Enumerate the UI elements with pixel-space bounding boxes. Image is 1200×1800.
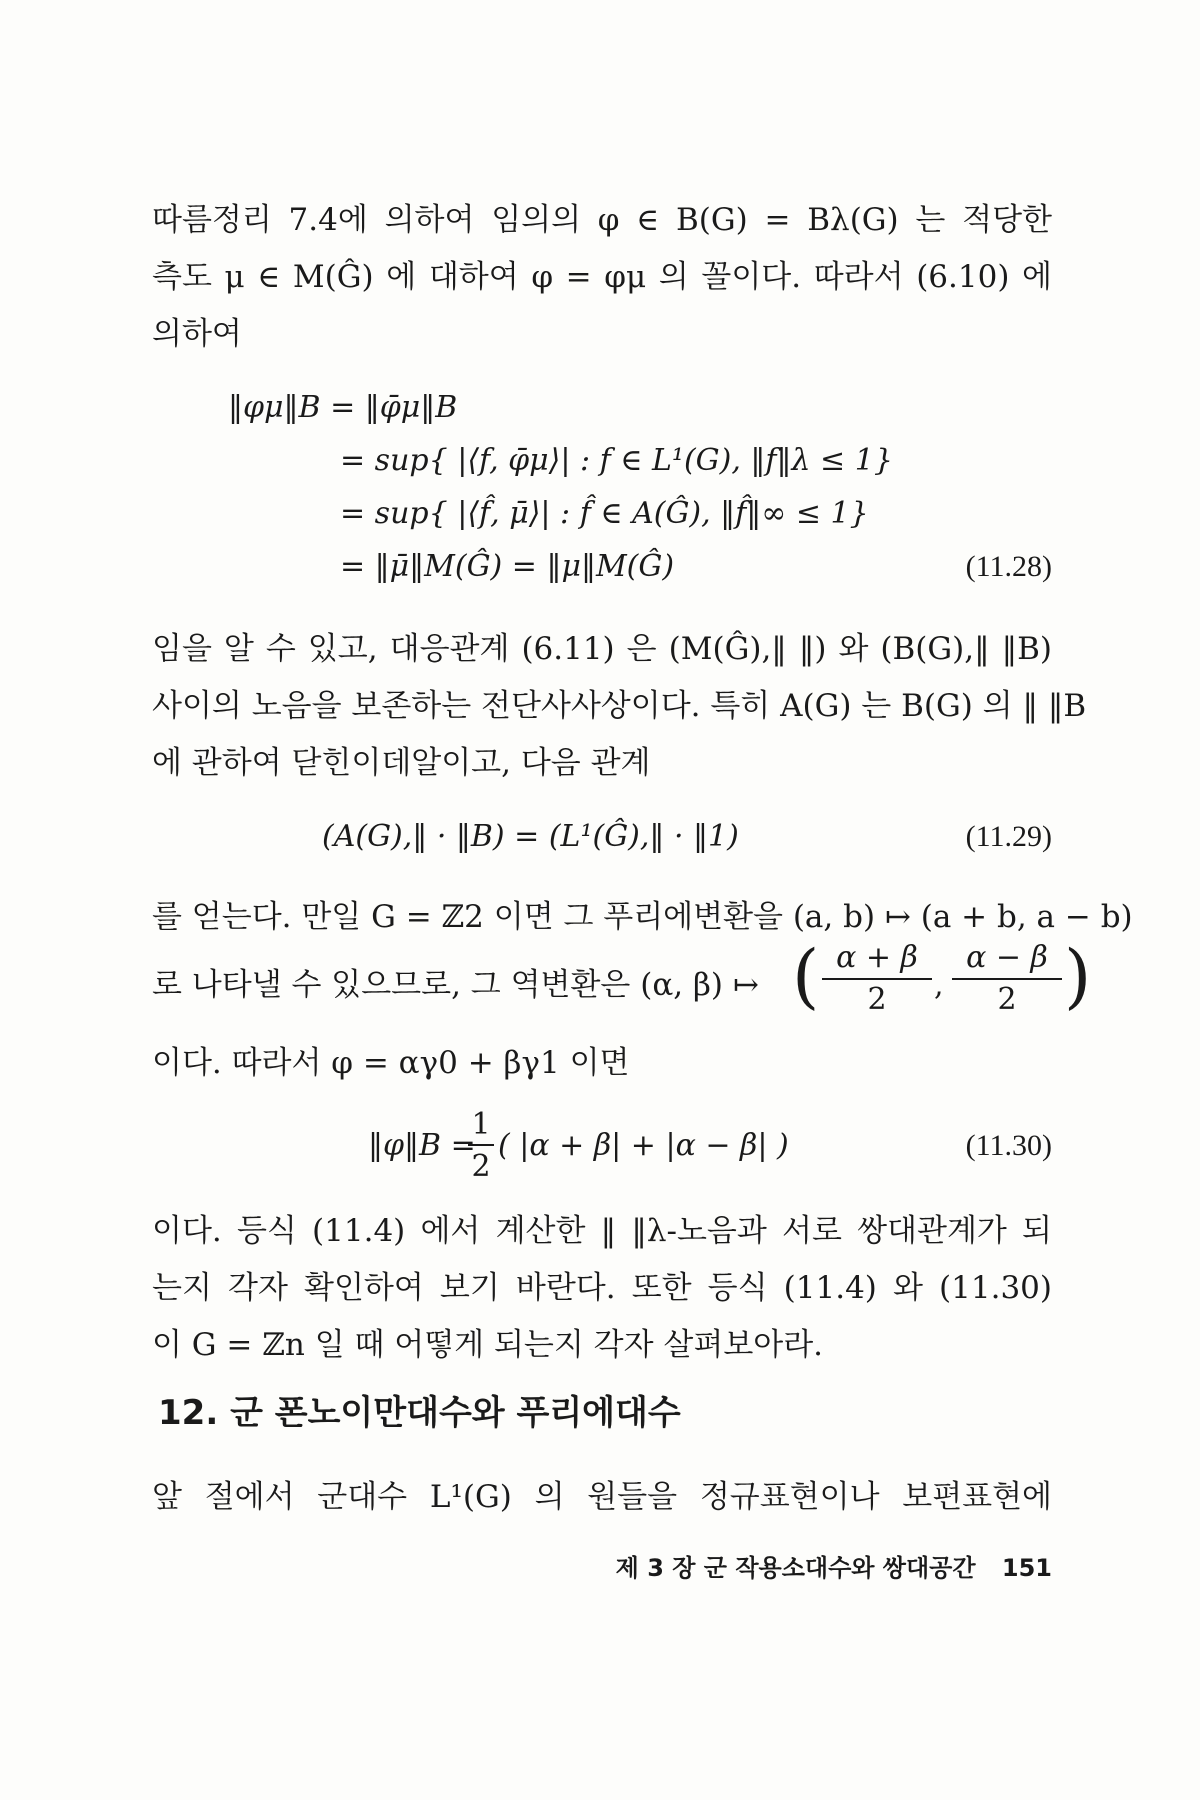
text-line: 는지 각자 확인하여 보기 바란다. 또한 등식 (11.4) 와 (11.30) [152,1270,1052,1306]
text-line: 사이의 노음을 보존하는 전단사사상이다. 특히 A(G) 는 B(G) 의 ‖ ‖B [152,688,1087,724]
text-line: 에 관하여 닫힌이데알이고, 다음 관계 [152,745,651,781]
equation-number: (11.29) [965,820,1052,853]
fraction-numerator: α + β [822,938,932,980]
text-line: 이 G = ℤn 일 때 어떻게 되는지 각자 살펴보아라. [152,1327,824,1363]
text-line: 이다. 등식 (11.4) 에서 계산한 ‖ ‖λ-노음과 서로 쌍대관계가 되 [152,1213,1052,1249]
page-number: 151 [1001,1554,1052,1582]
text-line: 의하여 [152,316,242,352]
equation-line: = ‖μ̄‖M(Ĝ) = ‖μ‖M(Ĝ) [340,549,675,584]
text-line: 임을 알 수 있고, 대응관계 (6.11) 은 (M(Ĝ),‖ ‖) 와 (B(G),‖ ‖B) [152,631,1052,667]
fraction-denominator: 2 [867,982,887,1017]
fraction-denominator: 2 [471,1149,491,1184]
equation-line: ‖φμ‖B = ‖φ̄μ‖B [228,390,458,425]
section-heading: 12. 군 폰노이만대수와 푸리에대수 [158,1393,681,1433]
chapter-title: 제 3 장 군 작용소대수와 쌍대공간 [615,1554,976,1582]
equation-line: = sup{ |⟨f̂, μ̄⟩| : f̂ ∈ A(Ĝ), ‖f̂‖∞ ≤ 1} [340,496,869,531]
text-line: 를 얻는다. 만일 G = ℤ2 이면 그 푸리에변환을 (a, b) ↦ (a + b, a − b) [152,899,1133,935]
fraction-denominator: 2 [997,982,1017,1017]
fraction-numerator: α − β [952,938,1062,980]
equation-line: = sup{ |⟨f, φ̄μ⟩| : f ∈ L¹(G), ‖f‖λ ≤ 1} [340,443,893,478]
equation-number: (11.30) [965,1129,1052,1162]
fraction-numerator: 1 [468,1106,494,1146]
page-footer [616,1550,1052,1586]
equation-lhs: ‖φ‖B = [368,1128,476,1163]
text-line: 측도 μ ∈ M(Ĝ) 에 대하여 φ = φμ 의 꼴이다. 따라서 (6.10) 에 [152,259,1052,295]
equation-number: (11.28) [965,550,1052,583]
text-line: 로 나타낼 수 있으므로, 그 역변환은 (α, β) ↦ [152,967,759,1003]
book-page: 따름정리 7.4에 의하여 임의의 φ ∈ B(G) = Bλ(G) 는 적당한 측도 μ ∈ M(Ĝ) 에 대하여 φ = φμ 의 꼴이다. 따라서 (6.10) 에 의하여 ‖φμ‖B = ‖φ̄μ‖B = sup{ |⟨f, φ̄μ⟩| : f ∈ L¹(G), ‖f‖λ ≤ 1} = sup{ |⟨f̂, μ̄⟩| : f̂ ∈ A(Ĝ), ‖f̂‖∞ ≤ 1} = ‖μ̄‖M(Ĝ) = ‖μ‖M(Ĝ) (11.28) 임을 알 수 있고, 대응관계 (6.11) 은 (M(Ĝ),‖ ‖) 와 (B(G),‖ ‖B) 사이의 노음을 보존하는 전단사사상이다. 특히 A(G) 는 B(G) 의 ‖ ‖B 에 관하여 닫힌이데알이고, 다음 관계 (A(G),‖ · ‖B) = (L¹(Ĝ),‖ · ‖1) (11.29) 를 얻는다. 만일 G = ℤ2 이면 그 푸리에변환을 (a, b) ↦ (a + b, a − b) 로 나타낼 수 있으므로, 그 역변환은 (α, β) ↦ ( α + β 2 , α − β 2 ) 이다. 따라서 φ = αγ0 + βγ1 이면 ‖φ‖B = 1 2 ( |α + β| + |α − β| ) (11.30) 이다. 등식 (11.4) 에서 계산한 ‖ ‖λ-노음과 서로 쌍대관계가 되 는지 각자 확인하여 보기 바란다. 또한 등식 (11.4) 와 (11.30) 이 G = ℤn 일 때 어떻게 되는지 각자 살펴보아라. 12. 군 폰노이만대수와 푸리에대수 앞 절에서 군대수 L¹(G) 의 원들을 정규표현이나 보편표현에 제 3 장 군 작용소대수와 쌍대공간 151 [0,0,1200,1800]
text-line: 따름정리 7.4에 의하여 임의의 φ ∈ B(G) = Bλ(G) 는 적당한 [152,202,1052,238]
equation-line: (A(G),‖ · ‖B) = (L¹(Ĝ),‖ · ‖1) [322,819,739,854]
text-line: 이다. 따라서 φ = αγ0 + βγ1 이면 [152,1045,630,1081]
text-line: 앞 절에서 군대수 L¹(G) 의 원들을 정규표현이나 보편표현에 [152,1479,1052,1515]
equation-rhs: ( |α + β| + |α − β| ) [498,1128,789,1163]
